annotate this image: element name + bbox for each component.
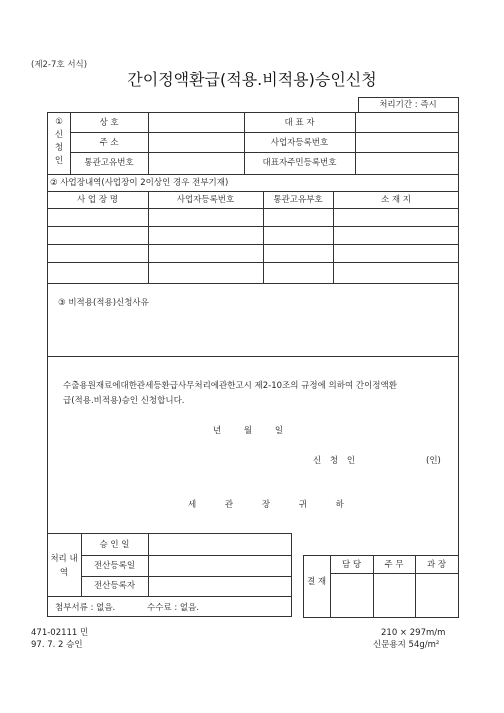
applicant-sign-label: 신 청 인 [313, 456, 356, 466]
workplace-header-location: 소 재 지 [380, 195, 412, 205]
workplace-section-label: ② 사업장내역(사업장이 2이상인 경우 전부기재) [50, 178, 229, 188]
company-name-label: 상 호 [99, 118, 119, 128]
reason-section-label: ③ 비적용(적용)신청사유 [58, 298, 149, 308]
approval-date: 97. 7. 2 승인 [31, 640, 83, 650]
declaration-line-1: 수출용원재료에대한관세등환급사무처리에관한고시 제2-10조의 규정에 의하여 간이정액환 [63, 381, 397, 391]
application-date: 년 월 일 [213, 426, 284, 436]
approval-header-chief: 주 무 [384, 560, 404, 570]
address-label: 주 소 [99, 138, 119, 148]
approval-header-manager: 과 장 [426, 560, 447, 570]
approval-label: 결 재 [306, 577, 327, 587]
paper-size: 210 × 297m/m [381, 628, 446, 638]
processing-approval-date-label: 승 인 일 [99, 540, 130, 550]
paper-type: 신문용지 54g/m² [373, 640, 440, 650]
rep-resident-reg-label: 대표자주민등록번호 [262, 158, 337, 168]
workplace-header-business-reg: 사업자등록번호 [176, 195, 235, 205]
processing-label: 처리 내역 [50, 554, 78, 578]
declaration-line-2: 급(적용.비적용)승인 신청합니다. [63, 396, 185, 406]
addressee: 세 관 장 귀 하 [188, 500, 344, 510]
approval-header-staff: 담 당 [341, 560, 362, 570]
processing-period: 처리기간 : 즉시 [379, 100, 437, 110]
customs-code-label: 통관고유번호 [84, 158, 134, 168]
applicant-label: ① 신 청 인 [54, 117, 64, 166]
business-reg-label: 사업자등록번호 [270, 138, 329, 148]
form-title: 간이정액환급(적용.비적용)승인신청 [127, 70, 377, 89]
form-code: (제2-7호 서식) [31, 60, 88, 70]
processing-registration-date-label: 전산등록일 [93, 561, 136, 571]
workplace-header-name: 사 업 장 명 [77, 195, 118, 205]
form-number: 471-02111 민 [31, 628, 89, 638]
representative-label: 대 표 자 [284, 118, 315, 128]
seal-mark: (인) [426, 456, 441, 466]
fee: 수수료 : 없음. [147, 603, 200, 613]
attachments: 첨부서류 : 없음. [55, 603, 116, 613]
processing-registrant-label: 전산등록자 [93, 581, 136, 591]
workplace-header-customs-code: 통관고유부호 [273, 195, 323, 205]
